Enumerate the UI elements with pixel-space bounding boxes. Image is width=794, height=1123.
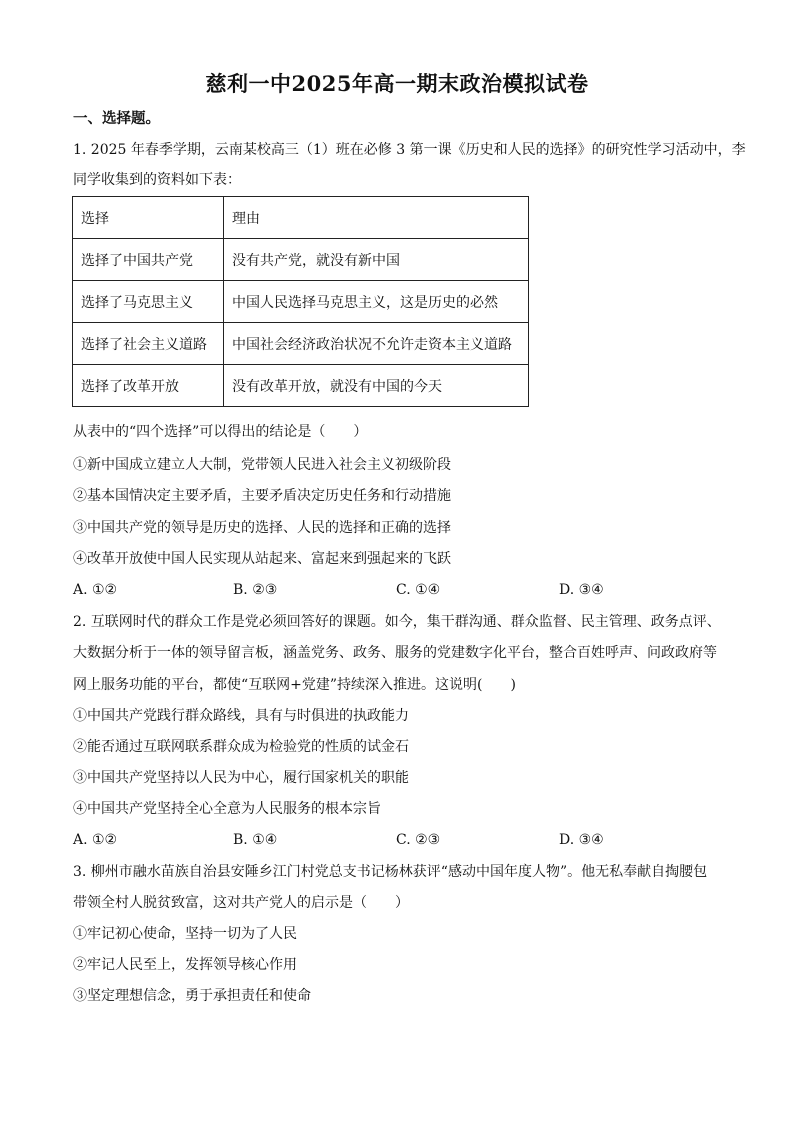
table-cell: 选择了马克思主义	[73, 281, 224, 323]
q1-stem-line-2: 同学收集到的资料如下表：	[73, 172, 241, 188]
q3-stem-line-2: 带领全村人脱贫致富，这对共产党人的启示是（ ）	[73, 895, 409, 911]
table-row	[73, 323, 529, 365]
table-cell: 没有共产党，就没有新中国	[224, 239, 529, 281]
q1-option-a[interactable]: A. ①②	[73, 582, 118, 598]
q1-option-d[interactable]: D. ③④	[559, 582, 604, 598]
q2-statement-4: ④中国共产党坚持全心全意为人民服务的根本宗旨	[73, 801, 381, 817]
q2-stem-line-1: 2. 互联网时代的群众工作是党必须回答好的课题。如今，集干群沟通、群众监督、民主管理、政务点评、	[73, 614, 721, 630]
exam-title: 慈利一中2025年高一期末政治模拟试卷	[205, 71, 589, 96]
q2-stem-line-2: 大数据分析于一体的领导留言板，涵盖党务、政务、服务的党建数字化平台，整合百姓呼声、问政政府等	[73, 645, 717, 661]
table-cell: 没有改革开放，就没有中国的今天	[224, 365, 529, 407]
table-header-cell: 理由	[224, 197, 529, 239]
q1-option-b[interactable]: B. ②③	[233, 582, 278, 598]
table-row	[73, 281, 529, 323]
q2-statement-2: ②能否通过互联网联系群众成为检验党的性质的试金石	[73, 739, 409, 755]
q3-statement-1: ①牢记初心使命，坚持一切为了人民	[73, 926, 297, 942]
table-cell: 选择了改革开放	[73, 365, 224, 407]
q1-statement-2: ②基本国情决定主要矛盾，主要矛盾决定历史任务和行动措施	[73, 488, 451, 504]
q2-statement-1: ①中国共产党践行群众路线，具有与时俱进的执政能力	[73, 708, 409, 724]
q3-statement-2: ②牢记人民至上，发挥领导核心作用	[73, 957, 297, 973]
q3-statement-3: ③坚定理想信念，勇于承担责任和使命	[73, 988, 311, 1004]
q1-option-c[interactable]: C. ①④	[396, 582, 441, 598]
q2-option-d[interactable]: D. ③④	[559, 832, 604, 848]
table-header-cell: 选择	[73, 197, 224, 239]
table-cell: 中国人民选择马克思主义，这是历史的必然	[224, 281, 529, 323]
table-row	[73, 365, 529, 407]
q1-table	[72, 196, 529, 407]
q2-option-b[interactable]: B. ①④	[233, 832, 278, 848]
section-heading: 一、选择题。	[73, 110, 160, 127]
q2-option-c[interactable]: C. ②③	[396, 832, 441, 848]
q2-stem-line-3: 网上服务功能的平台，都使“互联网+党建”持续深入推进。这说明( )	[73, 677, 516, 693]
table-row	[73, 239, 529, 281]
q1-statement-1: ①新中国成立建立人大制，党带领人民进入社会主义初级阶段	[73, 457, 451, 473]
q2-statement-3: ③中国共产党坚持以人民为中心，履行国家机关的职能	[73, 770, 409, 786]
table-cell: 选择了社会主义道路	[73, 323, 224, 365]
q2-option-a[interactable]: A. ①②	[73, 832, 118, 848]
table-cell: 中国社会经济政治状况不允许走资本主义道路	[224, 323, 529, 365]
table-header-row	[73, 197, 529, 239]
q1-statement-4: ④改革开放使中国人民实现从站起来、富起来到强起来的飞跃	[73, 551, 451, 567]
table-cell: 选择了中国共产党	[73, 239, 224, 281]
q1-question-line: 从表中的“四个选择”可以得出的结论是（ ）	[73, 424, 368, 440]
q1-stem-line-1: 1. 2025 年春季学期，云南某校高三（1）班在必修 3 第一课《历史和人民的选择》的研究性学习活动中，李	[73, 142, 746, 158]
q1-statement-3: ③中国共产党的领导是历史的选择、人民的选择和正确的选择	[73, 520, 451, 536]
q3-stem-line-1: 3. 柳州市融水苗族自治县安陲乡江门村党总支书记杨林获评“感动中国年度人物”。他无私奉献自掏腰包	[73, 864, 708, 880]
